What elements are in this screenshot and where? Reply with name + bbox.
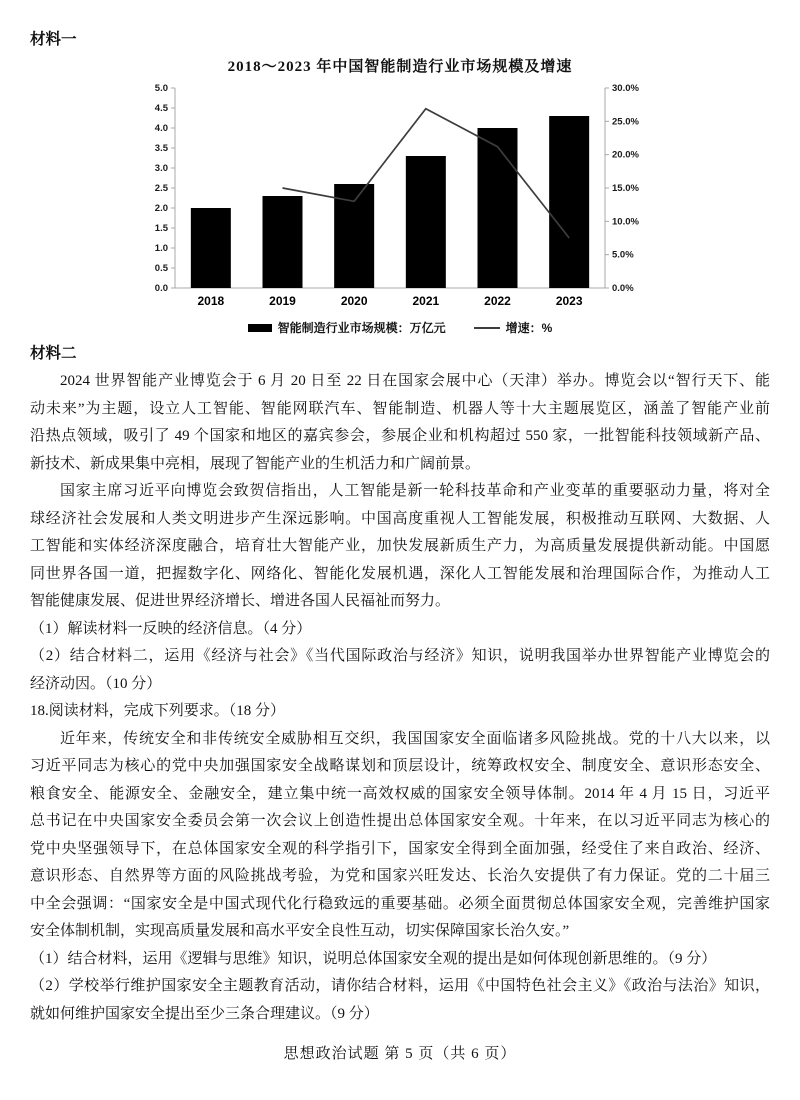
question-18-material-line-6: 意识形态、自然界等方面的风险挑战考验，为党和国家兴旺发达、长治久安提供了有力保证。党的二十届三 <box>30 868 770 884</box>
material2-paragraph-1 <box>30 368 770 478</box>
svg-text:2.5: 2.5 <box>154 183 168 194</box>
material1-heading: 材料一 <box>30 31 77 48</box>
svg-text:20.0%: 20.0% <box>612 149 639 161</box>
body-text <box>30 368 770 1028</box>
legend-item-line <box>474 319 553 336</box>
svg-text:2.0: 2.0 <box>154 203 168 214</box>
svg-text:2023: 2023 <box>555 294 583 308</box>
question-18-2 <box>30 973 770 1028</box>
material2-paragraph-2-line-5: 智能健康发展、促进世界经济增长、增进各国人民福祉而努力。 <box>30 593 451 609</box>
question-17-1 <box>30 616 770 644</box>
question-17-2 <box>30 643 770 698</box>
question-18-material-line-2: 习近平同志为核心的党中央加强国家安全战略谋划和顶层设计，统筹政权安全、制度安全、意识形态安全、 <box>30 758 770 774</box>
material2-paragraph-2-line-3: 工智能和实体经济深度融合，培育壮大智能产业，加快发展新质生产力，为高质量发展提供新动能。中国愿 <box>30 538 770 554</box>
material2-paragraph-2-line-2: 球经济社会发展和人类文明进步产生深远影响。中国高度重视人工智能发展，积极推动互联网、大数据、人 <box>30 510 770 527</box>
bar-series-label: 智能制造行业市场规模：万亿元 <box>277 321 446 335</box>
material2-heading: 材料二 <box>30 345 77 362</box>
question-17-1-line-1: （1）解读材料一反映的经济信息。（4 分） <box>30 620 312 637</box>
svg-text:0.0%: 0.0% <box>612 283 634 294</box>
svg-text:1.5: 1.5 <box>154 223 168 234</box>
svg-text:2022: 2022 <box>484 294 511 308</box>
svg-text:30.0%: 30.0% <box>612 83 639 94</box>
combo-chart-svg <box>135 80 665 314</box>
svg-text:4.0: 4.0 <box>154 123 168 134</box>
svg-text:4.5: 4.5 <box>154 103 168 114</box>
chart-legend <box>30 319 770 336</box>
svg-text:25.0%: 25.0% <box>612 116 639 128</box>
question-17-2-line-2: 经济动因。（10 分） <box>30 675 162 692</box>
bar-series-swatch-icon <box>248 324 272 332</box>
chart-title: 2018～2023 年中国智能制造行业市场规模及增速 <box>227 59 573 75</box>
material2-paragraph-1-line-4: 新技术、新成果集中亮相，展现了智能产业的生机活力和广阔前景。 <box>30 455 481 472</box>
question-18-stem <box>30 698 770 726</box>
svg-text:2018: 2018 <box>197 294 225 308</box>
question-17-2-line-1: （2）结合材料二，运用《经济与社会》《当代国际政治与经济》知识，说明我国举办世界智能产业博览会的 <box>30 648 770 664</box>
material2-paragraph-2-line-1: 国家主席习近平向博览会致贺信指出，人工智能是新一轮科技革命和产业变革的重要驱动力量，将对全 <box>60 483 770 499</box>
svg-text:3.0: 3.0 <box>154 163 168 174</box>
question-18-1 <box>30 946 770 974</box>
svg-text:2020: 2020 <box>340 294 368 308</box>
question-18-2-line-2: 就如何维护国家安全提出至少三条合理建议。（9 分） <box>30 1005 379 1022</box>
question-18-material-line-1: 近年来，传统安全和非传统安全威胁相互交织，我国国家安全面临诸多风险挑战。党的十八大以来，以 <box>60 730 770 747</box>
svg-text:15.0%: 15.0% <box>612 183 639 194</box>
material2-paragraph-2 <box>30 478 770 616</box>
svg-text:1.0: 1.0 <box>154 243 168 254</box>
question-18-material-line-3: 粮食安全、能源安全、金融安全，建立集中统一高效权威的国家安全领导体制。2014 年 4 月 15 日，习近平 <box>30 785 770 802</box>
material2-paragraph-1-line-2: 动未来”为主题，设立人工智能、智能网联汽车、智能制造、机器人等十大主题展览区，涵盖了智能产业前 <box>30 400 770 417</box>
question-18-1-line-1: （1）结合材料，运用《逻辑与思维》知识，说明总体国家安全观的提出是如何体现创新思维的。（9 分） <box>30 950 717 967</box>
question-18-stem-line-1: 18.阅读材料，完成下列要求。（18 分） <box>30 703 286 719</box>
svg-text:0.0: 0.0 <box>154 283 168 294</box>
question-18-material-line-4: 总书记在中央国家安全委员会第一次会议上创造性提出总体国家安全观。十年来，在以习近平同志为核心的 <box>30 813 770 829</box>
chart-section <box>30 56 770 336</box>
line-series-label: 增速：% <box>505 321 553 335</box>
svg-text:10.0%: 10.0% <box>612 216 639 228</box>
material2-paragraph-1-line-3: 沿热点领域，吸引了 49 个国家和地区的嘉宾参会，参展企业和机构超过 550 家，一批智能科技领域新产品、 <box>30 428 770 444</box>
market-scale-growth-chart <box>30 80 770 319</box>
svg-text:3.5: 3.5 <box>154 143 168 154</box>
svg-text:2019: 2019 <box>269 294 296 308</box>
question-18-2-line-1: （2）学校举行维护国家安全主题教育活动，请你结合材料，运用《中国特色社会主义》《政治与法治》知识， <box>30 978 770 994</box>
question-18-material-line-5: 党中央坚强领导下，在总体国家安全观的科学指引下，国家安全得到全面加强，经受住了来自政治、经济、 <box>30 840 770 857</box>
line-series-swatch-icon <box>474 327 500 329</box>
question-18-material <box>30 726 770 946</box>
legend-item-bar <box>248 319 446 336</box>
svg-text:0.5: 0.5 <box>154 263 168 274</box>
page-footer: 思想政治试题 第 5 页（共 6 页） <box>283 1046 517 1062</box>
svg-text:5.0%: 5.0% <box>612 249 634 261</box>
svg-text:2021: 2021 <box>412 294 440 308</box>
material2-paragraph-2-line-4: 同世界各国一道，把握数字化、网络化、智能化发展机遇，深化人工智能发展和治理国际合作，为推动人工 <box>30 565 770 582</box>
svg-text:5.0: 5.0 <box>154 83 168 94</box>
question-18-material-line-8: 安全体制机制，实现高质量发展和高水平安全良性互动，切实保障国家长治久安。” <box>30 923 570 939</box>
question-18-material-line-7: 中全会强调：“国家安全是中国式现代化行稳致远的重要基础。必须全面贯彻总体国家安全观，完善维护国家 <box>30 895 770 912</box>
material2-paragraph-1-line-1: 2024 世界智能产业博览会于 6 月 20 日至 22 日在国家会展中心（天津）举办。博览会以“智行天下、能 <box>60 373 770 389</box>
